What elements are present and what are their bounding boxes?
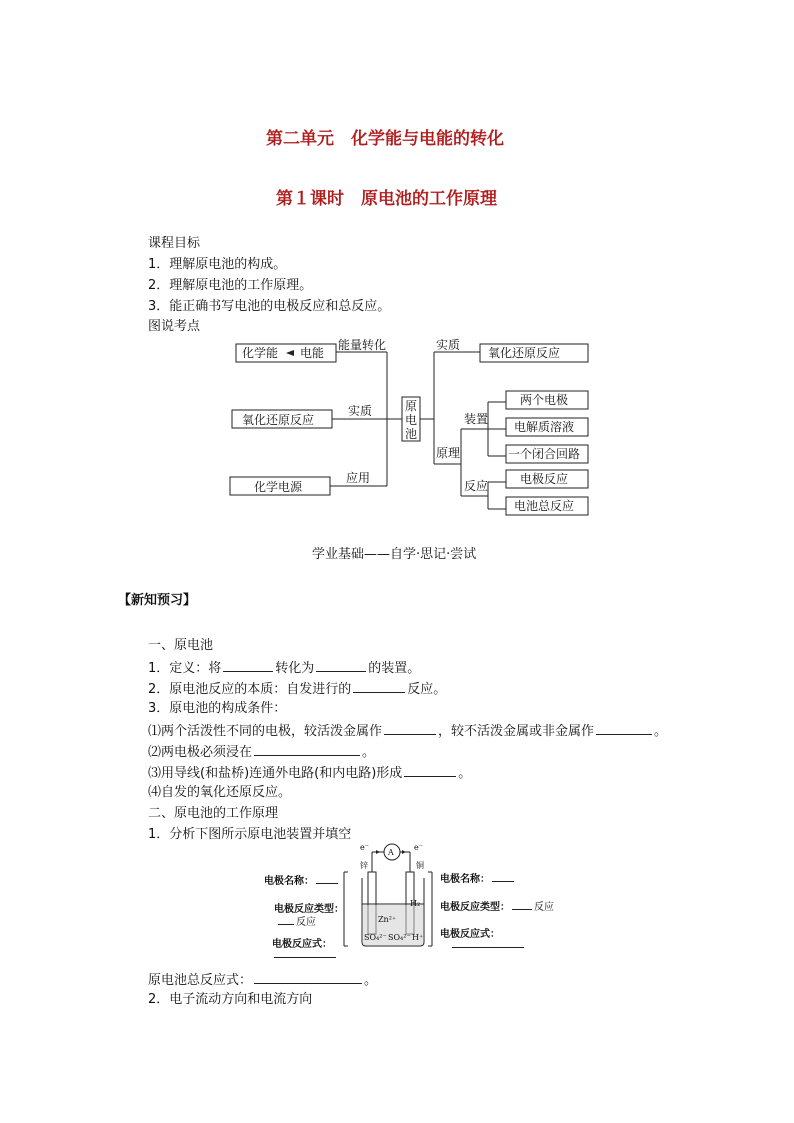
box-electric-energy: 电能 <box>300 346 325 360</box>
link-application: 应用 <box>346 471 371 485</box>
link-device: 装置 <box>464 412 489 426</box>
ion-h: H⁺ <box>412 933 424 942</box>
condition-3-text-b: 。 <box>458 766 472 781</box>
box-chemical-energy: 化学能 <box>242 346 279 360</box>
ion-so4-1: SO₄²⁻ <box>364 933 387 942</box>
goal-item-3: 3．能正确书写电池的电极反应和总反应。 <box>148 299 391 314</box>
link-essence-left: 实质 <box>348 404 373 418</box>
blank-left-type[interactable] <box>278 914 294 925</box>
right-equation-label: 电极反应式： <box>440 929 500 940</box>
preview-heading: 【新知预习】 <box>118 593 197 608</box>
ion-so4-2: SO₄²⁻ <box>388 933 411 942</box>
condition-1-text-c: 。 <box>654 724 668 739</box>
center-char-1: 原 <box>405 399 418 413</box>
box-closed-circuit: 一个闭合回路 <box>508 447 581 461</box>
blank-right-equation[interactable] <box>450 940 526 951</box>
condition-2-text-a: ⑵两电极必须浸在 <box>148 745 253 760</box>
condition-4-line: ⑷自发的氧化还原反应。 <box>148 785 292 800</box>
blank-total-reaction[interactable] <box>254 971 362 984</box>
part2-item-2: 2．电子流动方向和电流方向 <box>148 992 313 1007</box>
definition-line <box>148 659 420 677</box>
right-electrode-name: 电极名称： <box>440 870 516 885</box>
lesson-title: 第１课时 原电池的工作原理 <box>276 189 497 209</box>
blank-definition-2[interactable] <box>316 659 366 672</box>
unit-title: 第二单元 化学能与电能的转化 <box>266 129 504 149</box>
meter-label: A <box>388 848 394 857</box>
blank-left-name[interactable] <box>316 873 338 884</box>
conditions-heading: 3．原电池的构成条件： <box>148 701 287 716</box>
total-reaction-line <box>148 971 377 989</box>
condition-1-text-a: ⑴两个活泼性不同的电极，较活泼金属作 <box>148 724 383 739</box>
blank-right-name[interactable] <box>492 871 514 882</box>
part2-item-1: 1．分析下图所示原电池装置并填空 <box>148 827 352 842</box>
gas-h2: H₂ <box>410 899 421 908</box>
copper-label: 铜 <box>416 861 424 870</box>
goals-heading: 课程目标 <box>148 236 201 251</box>
goal-item-1: 1．理解原电池的构成。 <box>148 257 287 272</box>
part1-heading: 一、原电池 <box>148 638 214 653</box>
link-reaction: 反应 <box>464 479 489 493</box>
box-total-reaction: 电池总反应 <box>514 499 575 513</box>
section-banner: 学业基础——自学·思记·尝试 <box>312 547 477 562</box>
left-reaction-type-label: 电极反应类型： <box>274 904 344 915</box>
box-two-electrodes: 两个电极 <box>520 393 569 407</box>
blank-definition-1[interactable] <box>223 659 273 672</box>
link-principle: 原理 <box>436 446 461 460</box>
left-equation-label: 电极反应式： <box>272 939 332 950</box>
condition-3-text-a: ⑶用导线(和盐桥)连通外电路(和内电路)形成 <box>148 766 403 781</box>
link-essence-right: 实质 <box>436 338 461 352</box>
blank-condition-3[interactable] <box>404 764 456 777</box>
condition-3-line <box>148 764 471 782</box>
box-redox-right: 氧化还原反应 <box>488 346 561 360</box>
part2-heading: 二、原电池的工作原理 <box>148 806 279 821</box>
center-char-2: 电 <box>405 413 418 427</box>
electron-left: e⁻ <box>360 843 369 852</box>
blank-condition-1a[interactable] <box>384 722 436 735</box>
left-reaction-type: 反应 <box>276 913 316 928</box>
condition-2-line <box>148 743 375 761</box>
right-reaction-type: 电极反应类型： 反应 <box>440 898 554 913</box>
blank-essence[interactable] <box>353 680 405 693</box>
definition-text-c: 的装置。 <box>368 661 421 676</box>
condition-1-line <box>148 722 667 740</box>
essence-text-a: 2．原电池反应的本质：自发进行的 <box>148 682 352 697</box>
link-energy-conversion: 能量转化 <box>338 338 387 352</box>
box-electrolyte: 电解质溶液 <box>514 420 575 434</box>
blank-left-equation[interactable] <box>272 950 338 961</box>
essence-line <box>148 680 446 698</box>
definition-text-b: 转化为 <box>275 661 315 676</box>
concept-map-heading: 图说考点 <box>148 319 201 334</box>
center-char-3: 池 <box>405 427 418 441</box>
concept-map <box>226 334 596 520</box>
ion-zn: Zn²⁺ <box>378 915 397 924</box>
galvanic-cell-device <box>340 842 436 952</box>
condition-1-text-b: ，较不活泼金属或非金属作 <box>438 724 595 739</box>
total-reaction-text-a: 原电池总反应式： <box>148 973 253 988</box>
essence-text-b: 反应。 <box>407 682 447 697</box>
box-redox-left: 氧化还原反应 <box>242 413 315 427</box>
goal-item-2: 2．理解原电池的工作原理。 <box>148 278 313 293</box>
zinc-label: 锌 <box>360 861 368 870</box>
left-electrode-name: 电极名称： <box>264 872 340 887</box>
blank-right-type[interactable] <box>512 899 532 910</box>
condition-2-text-b: 。 <box>362 745 376 760</box>
box-chemical-source: 化学电源 <box>254 480 303 494</box>
blank-condition-2[interactable] <box>254 743 360 756</box>
blank-condition-1b[interactable] <box>596 722 652 735</box>
definition-text-a: 1．定义：将 <box>148 661 222 676</box>
total-reaction-text-b: 。 <box>364 973 378 988</box>
box-electrode-reaction: 电极反应 <box>520 472 569 486</box>
electron-right: e⁻ <box>414 843 423 852</box>
